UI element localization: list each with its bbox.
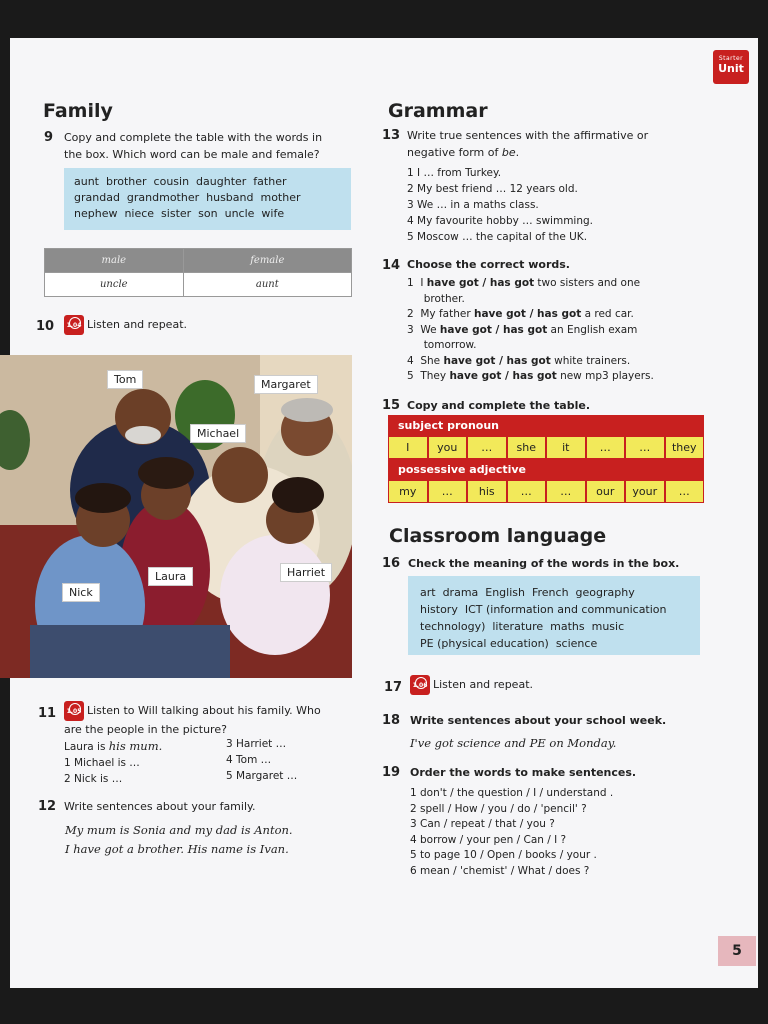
possessive-adjective-header: possessive adjective bbox=[388, 459, 704, 481]
word-box-line: aunt brother cousin daughter father bbox=[74, 175, 287, 188]
ex15-number: 15 bbox=[382, 398, 401, 413]
list-item: brother. bbox=[407, 292, 465, 305]
family-word-box bbox=[64, 168, 351, 230]
list-item: 2 My best friend … 12 years old. bbox=[407, 183, 578, 195]
label-laura: Laura bbox=[148, 567, 193, 586]
list-item: 3 Can / repeat / that / you ? bbox=[410, 818, 555, 830]
list-item: 1 don't / the question / I / understand . bbox=[410, 787, 614, 799]
ex13-text-line1: Write true sentences with the affirmative or bbox=[407, 129, 649, 142]
ex10-text: Listen and repeat. bbox=[87, 318, 188, 331]
ex11-number: 11 bbox=[38, 706, 57, 721]
ex13-be: be bbox=[501, 146, 516, 159]
ex16-text: Check the meaning of the words in the box. bbox=[408, 557, 680, 570]
cd-track-icon[interactable]: 1.04 bbox=[64, 315, 84, 335]
ex14-number: 14 bbox=[382, 258, 401, 273]
ex13-text-line2: negative form of bbox=[407, 146, 502, 159]
list-item: 2 My father have got / has got a red car. bbox=[407, 308, 634, 320]
ex10-number: 10 bbox=[36, 319, 55, 334]
word-box-line: art drama English French geography bbox=[420, 586, 635, 599]
table-cell: … bbox=[586, 437, 626, 459]
pronoun-table bbox=[388, 415, 704, 503]
ex11-text-line1: Listen to Will talking about his family. Who bbox=[87, 704, 321, 717]
ex19-number: 19 bbox=[382, 765, 401, 780]
ex11-left-items bbox=[64, 738, 162, 787]
ex11-example-text: Laura is bbox=[64, 741, 109, 753]
list-item: 1 I … from Turkey. bbox=[407, 167, 502, 179]
list-item: 3 Harriet … bbox=[226, 738, 287, 750]
list-item: 1 I have got / has got two sisters and one bbox=[407, 277, 641, 289]
list-item: 2 spell / How / you / do / 'pencil' ? bbox=[410, 802, 587, 815]
ex18-number: 18 bbox=[382, 713, 401, 728]
ex19-text: Order the words to make sentences. bbox=[410, 766, 637, 779]
table-cell: … bbox=[625, 437, 665, 459]
ex18-example: I've got science and PE on Monday. bbox=[410, 736, 617, 750]
table-cell: your bbox=[625, 481, 665, 503]
ex9-text-line1: Copy and complete the table with the words in bbox=[64, 131, 323, 144]
ex15-text: Copy and complete the table. bbox=[407, 399, 590, 412]
list-item: 5 They have got / has got new mp3 players. bbox=[407, 370, 654, 382]
list-item: 4 She have got / has got white trainers. bbox=[407, 354, 631, 367]
possessive-adjective-row bbox=[388, 481, 704, 503]
ex14-items bbox=[407, 276, 654, 385]
list-item: 1 Michael is … bbox=[64, 757, 140, 769]
family-heading: Family bbox=[43, 100, 113, 122]
ex11-text-line2: are the people in the picture? bbox=[64, 723, 227, 736]
list-item: 3 We … in a maths class. bbox=[407, 199, 539, 211]
family-photo-illustration bbox=[0, 355, 352, 678]
ex9-text-line2: the box. Which word can be male and female? bbox=[64, 148, 320, 161]
male-female-table bbox=[44, 248, 352, 297]
ex13-number: 13 bbox=[382, 128, 401, 143]
table-cell: you bbox=[428, 437, 468, 459]
ex11-right-items bbox=[226, 736, 297, 784]
subject-pronoun-header: subject pronoun bbox=[388, 415, 704, 437]
family-photo bbox=[0, 355, 352, 678]
ex19-items bbox=[410, 786, 613, 879]
table-cell: our bbox=[586, 481, 626, 503]
ex12-number: 12 bbox=[38, 799, 57, 814]
list-item: 2 Nick is … bbox=[64, 773, 123, 785]
label-margaret: Margaret bbox=[254, 375, 318, 394]
list-item: tomorrow. bbox=[407, 339, 477, 351]
ex10-instruction bbox=[64, 315, 187, 335]
ex14-text: Choose the correct words. bbox=[407, 258, 570, 271]
table-cell-female: aunt bbox=[183, 273, 351, 297]
word-box-line: PE (physical education) science bbox=[420, 637, 598, 650]
ex12-example-line: I have got a brother. His name is Ivan. bbox=[65, 842, 289, 856]
ex11-instructions bbox=[64, 701, 321, 738]
ex13-instructions bbox=[407, 127, 648, 161]
list-item: 5 Moscow … the capital of the UK. bbox=[407, 231, 588, 243]
ex12-example bbox=[65, 821, 293, 859]
ex17-text: Listen and repeat. bbox=[433, 678, 534, 691]
table-header-female: female bbox=[183, 249, 351, 273]
table-cell: I bbox=[388, 437, 428, 459]
list-item bbox=[64, 738, 162, 755]
table-cell: … bbox=[665, 481, 705, 503]
list-item: 6 mean / 'chemist' / What / does ? bbox=[410, 864, 590, 877]
list-item: 4 borrow / your pen / Can / I ? bbox=[410, 833, 567, 846]
ex9-instructions bbox=[64, 129, 322, 163]
table-cell: it bbox=[546, 437, 586, 459]
table-cell: … bbox=[467, 437, 507, 459]
list-item: 4 Tom … bbox=[226, 754, 272, 766]
table-header-male: male bbox=[45, 249, 184, 273]
label-michael: Michael bbox=[190, 424, 246, 443]
word-box-line: technology) literature maths music bbox=[420, 620, 625, 633]
label-harriet: Harriet bbox=[280, 563, 332, 582]
table-cell: … bbox=[546, 481, 586, 503]
table-cell: they bbox=[665, 437, 705, 459]
ex9-number: 9 bbox=[44, 130, 54, 145]
word-box-line: grandad grandmother husband mother bbox=[74, 191, 301, 204]
starter-unit-badge bbox=[713, 50, 749, 84]
table-cell: my bbox=[388, 481, 428, 503]
ex11-example-answer: his mum. bbox=[108, 739, 163, 753]
classroom-language-heading: Classroom language bbox=[389, 525, 607, 547]
subject-pronoun-row bbox=[388, 437, 704, 459]
table-cell: … bbox=[428, 481, 468, 503]
ex13-period: . bbox=[515, 146, 520, 159]
page-number: 5 bbox=[718, 936, 756, 966]
label-nick: Nick bbox=[62, 583, 100, 602]
ex18-text: Write sentences about your school week. bbox=[410, 714, 667, 727]
ex12-text: Write sentences about your family. bbox=[64, 800, 256, 813]
list-item: 3 We have got / has got an English exam bbox=[407, 323, 638, 336]
ex17-number: 17 bbox=[384, 680, 403, 695]
list-item: 5 to page 10 / Open / books / your . bbox=[410, 849, 597, 861]
table-cell: his bbox=[467, 481, 507, 503]
table-cell: she bbox=[507, 437, 547, 459]
ex13-items bbox=[407, 165, 593, 245]
grammar-heading: Grammar bbox=[388, 100, 488, 122]
table-cell: … bbox=[507, 481, 547, 503]
list-item: 4 My favourite hobby … swimming. bbox=[407, 215, 594, 227]
badge-big-label: Unit bbox=[718, 62, 744, 75]
cd-track-icon[interactable]: 1.05 bbox=[64, 701, 84, 721]
word-box-line: history ICT (information and communication bbox=[420, 603, 667, 616]
badge-small-label: Starter bbox=[718, 55, 744, 62]
ex16-number: 16 bbox=[382, 556, 401, 571]
ex17-instruction bbox=[410, 675, 533, 695]
ex12-example-line: My mum is Sonia and my dad is Anton. bbox=[65, 823, 293, 837]
table-cell-male: uncle bbox=[45, 273, 184, 297]
cd-track-icon[interactable]: 1.06 bbox=[410, 675, 430, 695]
list-item: 5 Margaret … bbox=[226, 770, 298, 782]
subjects-word-box bbox=[408, 576, 700, 655]
word-box-line: nephew niece sister son uncle wife bbox=[74, 207, 285, 220]
label-tom: Tom bbox=[107, 370, 143, 389]
